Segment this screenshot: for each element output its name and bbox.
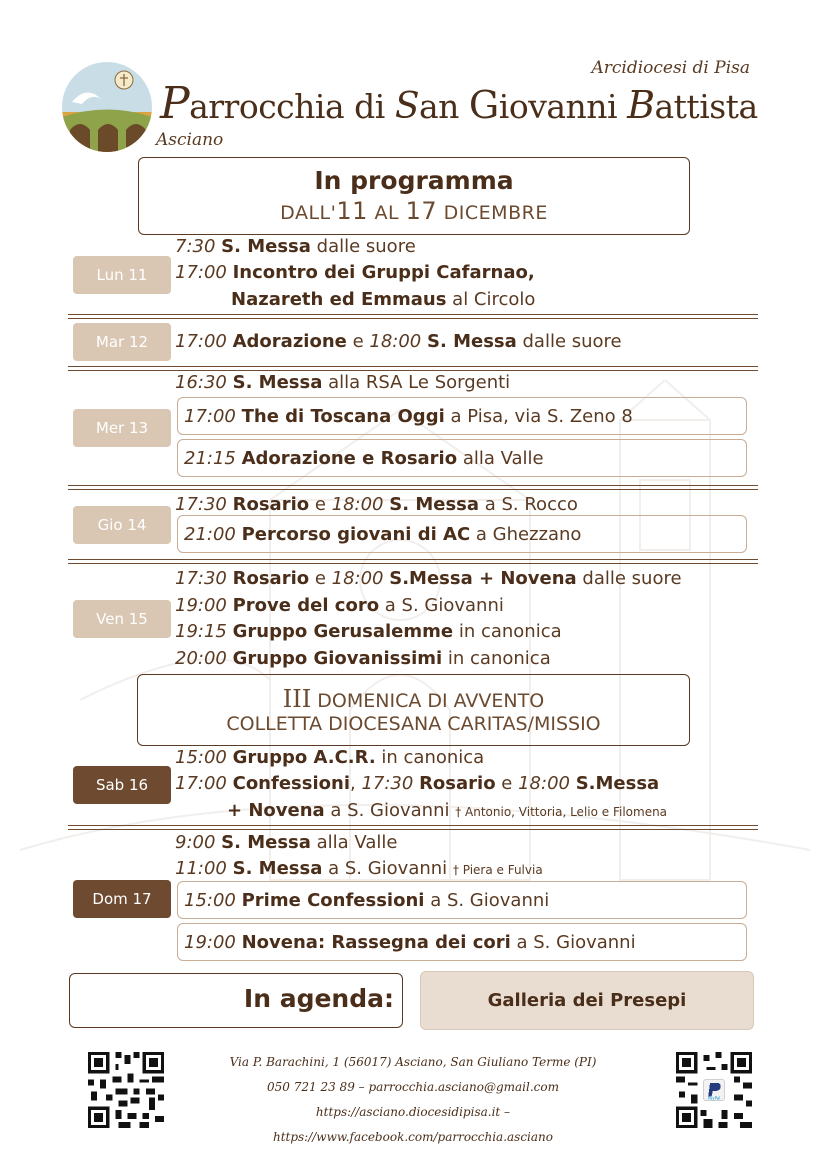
day-label-dom: Dom 17 [73,880,171,918]
programma-box [138,157,690,235]
separator [68,485,758,490]
day-label-lun: Lun 11 [73,256,171,294]
advent-subtitle: COLLETTA DIOCESANA CARITAS/MISSIO [226,713,601,735]
event-line: 17:00 Incontro dei Gruppi Cafarnao, [175,262,535,283]
day-label-ven: Ven 15 [73,600,171,638]
event-line: Nazareth ed Emmaus al Circolo [231,289,536,310]
arcidiocesi-label: Arcidiocesi di Pisa [591,58,750,78]
event-line: 15:00 Gruppo A.C.R. in canonica [175,747,485,768]
separator [68,314,758,319]
advent-box [137,674,690,746]
qr-code-icon[interactable] [88,1052,164,1128]
footer-address: Via P. Barachini, 1 (56017) Asciano, San Giuliano Terme (PI) [229,1055,597,1069]
event-line: 20:00 Gruppo Giovanissimi in canonica [175,648,551,669]
event-line: 16:30 S. Messa alla RSA Le Sorgenti [175,372,511,393]
event-line: 17:00 Confessioni, 17:30 Rosario e 18:00 S.Messa [175,773,660,794]
event-box: 17:00 The di Toscana Oggi a Pisa, via S. Zeno 8 [177,397,747,435]
day-label-gio: Gio 14 [73,506,171,544]
day-label-sab: Sab 16 [73,766,171,804]
event-box: 19:00 Novena: Rassegna dei cori a S. Giovanni [177,923,747,961]
parish-title: Parrocchia di San Giovanni Battista [160,78,758,129]
event-line: 17:00 Adorazione e 18:00 S. Messa dalle suore [175,331,622,352]
event-line: + Novena a S. Giovanni † Antonio, Vittoria, Lelio e Filomena [227,800,668,821]
event-box: 15:00 Prime Confessioni a S. Giovanni [177,881,747,919]
event-box: 21:00 Percorso giovani di AC a Ghezzano [177,515,747,553]
event-line: 11:00 S. Messa a S. Giovanni † Piera e Fulvia [175,858,543,879]
event-line: 19:00 Prove del coro a S. Giovanni [175,595,504,616]
programma-dates: DALL'11 AL 17 DICEMBRE [280,197,548,225]
separator [68,366,758,371]
event-line: 17:30 Rosario e 18:00 S. Messa a S. Rocco [175,494,578,515]
svg-text:PayPal: PayPal [707,1095,721,1101]
programma-title: In programma [314,166,514,195]
day-label-mar: Mar 12 [73,323,171,361]
footer-contacts [180,1050,646,1150]
advent-title: III DOMENICA DI AVVENTO [282,685,545,713]
agenda-item-galleria: Galleria dei Presepi [420,971,754,1030]
event-line: 7:30 S. Messa dalle suore [175,236,416,257]
event-line: 17:30 Rosario e 18:00 S.Messa + Novena dalle suore [175,568,682,589]
paypal-qr-code-icon[interactable] [676,1052,752,1128]
location-label: Asciano [156,130,224,150]
separator [68,825,758,830]
agenda-label: In agenda: [69,973,403,1028]
event-box: 21:15 Adorazione e Rosario alla Valle [177,439,747,477]
separator [68,559,758,564]
day-label-mer: Mer 13 [73,409,171,447]
parish-logo [62,62,152,152]
event-line: 9:00 S. Messa alla Valle [175,832,398,853]
footer-contact: 050 721 23 89 – parrocchia.asciano@gmail.com [267,1080,559,1094]
event-line: 19:15 Gruppo Gerusalemme in canonica [175,621,562,642]
footer-web[interactable]: https://asciano.diocesidipisa.it – https://www.facebook.com/parrocchia.asciano [272,1105,554,1144]
